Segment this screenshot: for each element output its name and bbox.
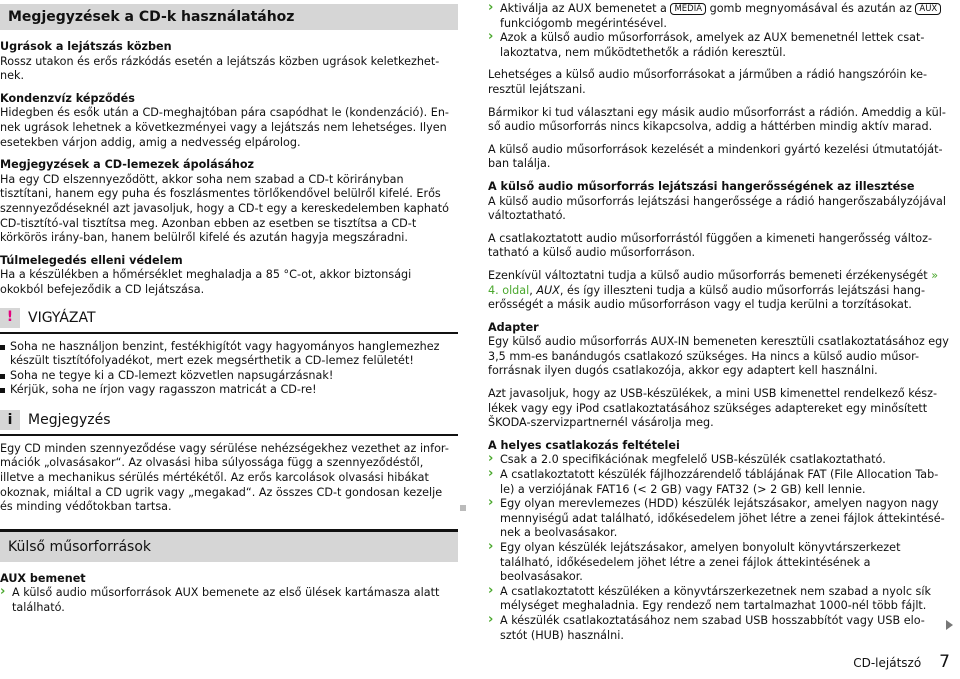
text: , — [529, 283, 537, 297]
list-item: Soha ne tegye ki a CD-lemezt közvetlen napsugárzásnak! — [0, 369, 458, 384]
step-text: funkciógomb megérintésével. — [500, 16, 667, 30]
volume-text: A külső audio műsorforrás lejátszási hangerőssége a rádió hangerőszabályzójával változtatható. — [488, 194, 947, 223]
adapter-heading: Adapter — [488, 320, 539, 334]
continue-arrow-icon — [946, 620, 953, 630]
aux-key: AUX — [915, 3, 941, 15]
adapter-section — [488, 321, 950, 379]
aux-heading: AUX bemenet — [0, 571, 86, 585]
skip-heading: Ugrások a lejátszás közben — [0, 40, 172, 53]
aux-section — [0, 572, 458, 616]
volume-heading: A külső audio műsorforrás lejátszási hangerősségének az illesztése — [488, 179, 915, 193]
overheat-section — [0, 254, 458, 298]
page-reference-link[interactable]: » 4. oldal — [488, 268, 939, 297]
paragraph — [488, 269, 950, 313]
footer-section-name: CD-lejátszó — [853, 656, 922, 671]
left-column — [0, 0, 458, 624]
usb-heading: A helyes csatlakozás feltételei — [488, 438, 680, 452]
care-section — [0, 158, 458, 246]
care-text: Ha egy CD elszennyeződött, akkor soha nem szabad a CD-t körirányban tisztítani, hanem egy puha és foszlásmentes törlőkendővel belülről kifelé. Erős szennyeződéseknél azt javasoljuk, hogy a CD-t egy a kereskedelemben kapható CD-tisztító-val tisztítsa meg. Azonban ebben az esetben se tisztítsa a CD-t körkörös irány-ban, hanem belülről kifelé és azután hagyja megszáradni. — [0, 172, 449, 245]
list-item: › A csatlakoztatott készüléken a könyvtárszerkezetnek nem szabad a nyolc sík mélységet meghaladnia. Egy rendező nem tartalmazhat 1000-nél több fájlt. — [488, 585, 950, 614]
list-item: › Azok a külső audio műsorforrások, amelyek az AUX bemenetnél lettek csat-lakoztatva, nem működtethetők a rádión keresztül. — [488, 31, 950, 60]
warning-list — [0, 340, 458, 398]
overheat-heading: Túlmelegedés elleni védelem — [0, 253, 183, 267]
list-item — [488, 2, 950, 31]
list-item: › A külső audio műsorforrások AUX bemenete az első ülések kartámasza alatt található. — [0, 586, 458, 615]
condensation-text: Hidegben és esők után a CD-meghajtóban pára csapódhat le (kondenzáció). En-nek ugrások lehetnek a következményei vagy a lejátszás nem lehetséges. Ilyen esetekben várjon addig, amig a nedvesség elpárolog. — [0, 106, 449, 149]
condensation-section — [0, 92, 458, 150]
info-icon: i — [0, 410, 20, 430]
note-callout — [0, 410, 458, 515]
aux-label: AUX — [536, 283, 560, 297]
aux-steps — [488, 2, 950, 60]
paragraph: Lehetséges a külső audio műsorforrásokat a járműben a rádió hangszóróin ke-resztül lejátszani. — [488, 68, 928, 96]
paragraph: Azt javasoljuk, hogy az USB-készülékek, a mini USB kimenettel rendelkező kész-lékek vagy egy iPod csatlakoztatásához szükséges adaptereket egy minősített ŠKODA-szervizpartnernél vásárolja meg. — [488, 387, 937, 430]
list-item: › Csak a 2.0 specifikációnak megfelelő USB-készülék csatlakoztatható. — [488, 453, 950, 468]
paragraph: A külső audio műsorforrások kezelését a mindenkori gyártó kezelési útmutatóját-ban találja. — [488, 142, 943, 171]
list-item: › Egy olyan készülék lejátszásakor, amelyen bonyolult könyvtárszerkezet található, időkésedelem jöhet létre a zenei fájlok áttekintésének a beolvasásakor. — [488, 541, 950, 585]
note-text: Egy CD minden szennyeződése vagy sérülése nehézségekhez vezethet az infor-mációk „olvasásakor“. Az olvasási hiba súlyossága függ a szennyeződéstől, illetve a mechanikus sérülés mértékétől. Az erős karcolások olvasási hibákat okoznak, miáltal a CD ugrik vagy „megakad“. Az összes CD-t gondosan kezelje és minding védőtokban tartsa. — [0, 441, 449, 514]
list-item: Soha ne használjon benzint, festékhigítót vagy hagyományos hanglemezhez készült tisztítófolyadékot, mert ezek megsérthetik a CD-lemez felületét! — [0, 340, 458, 369]
warning-divider — [0, 332, 458, 334]
list-item: › A készülék csatlakoztatásához nem szabad USB hosszabbítót vagy USB elo-sztót (HUB) használni. — [488, 614, 950, 643]
section-title-cd-notes: Megjegyzések a CD-k használatához — [0, 4, 458, 30]
step-text: gomb megnyomásával és azután az — [709, 2, 912, 15]
right-column — [488, 2, 950, 643]
text: , és így illeszteni tudja a külső audio műsorforrás lejátszási hang-erősségét a másik audio műsorforráson vagy el tudja kerülni a torzításokat. — [488, 283, 926, 312]
page-number: 7 — [939, 652, 950, 673]
note-divider — [0, 434, 458, 436]
section-title-external-sources: Külső műsorforrások — [0, 529, 458, 562]
list-item: › A csatlakoztatott készülék fájlhozzárendelő táblájának FAT (File Allocation Tab-le) a verziójának FAT16 (< 2 GB) vagy FAT32 (> 2 GB) kell lennie. — [488, 468, 950, 497]
usb-list — [488, 453, 950, 643]
usb-section — [488, 439, 950, 643]
page-footer — [853, 652, 950, 673]
media-key: MEDIA — [670, 3, 706, 15]
volume-section — [488, 180, 950, 224]
skip-section — [0, 40, 458, 84]
paragraph: A csatlakoztatott audio műsorforrástól függően a kimeneti hangerősség változ-tatható a külső audio műsorforráson. — [488, 231, 932, 260]
paragraph: Bármikor ki tud választani egy másik audio műsorforrást a rádión. Ameddig a kül-ső audio műsorforrás nincs kikapcsolva, addig a háttérben mindig aktív marad. — [488, 105, 946, 134]
warning-callout — [0, 308, 458, 398]
list-item: › Egy olyan merevlemezes (HDD) készülék lejátszásakor, amelyen nagyon nagy mennyiségű adat található, időkésedelem jöhet létre a zenei fájlok áttekintésé-nek a beolvasásakor. — [488, 497, 950, 541]
care-heading: Megjegyzések a CD-lemezek ápolásához — [0, 158, 255, 172]
text: Ezenkívül változtatni tudja a külső audio műsorforrás bemeneti érzékenységét — [488, 268, 928, 282]
list-item: Kérjük, soha ne írjon vagy ragasszon matricát a CD-re! — [0, 383, 458, 398]
end-of-section-marker — [460, 505, 466, 511]
step-text: Aktiválja az AUX bemenetet a — [500, 2, 667, 15]
adapter-text: Egy külső audio műsorforrás AUX-IN bemeneten keresztüli csatlakoztatásához egy 3,5 mm-es banándugós csatlakozó szükséges. Ha nincs a külső audio műsor-forrásnak ilyen dugós csatlakozója, akkor egy adaptert kell használni. — [488, 335, 949, 378]
warning-icon: ! — [0, 308, 20, 328]
overheat-text: Ha a készülékben a hőmérséklet meghaladja a 85 °C-ot, akkor biztonsági okokból befejeződik a CD lejátszása. — [0, 268, 412, 296]
condensation-heading: Kondenzvíz képződés — [0, 91, 135, 105]
skip-text: Rossz utakon és erős rázkódás esetén a lejátszás közben ugrások keletkezhet-nek. — [0, 54, 440, 83]
aux-list — [0, 586, 458, 615]
warning-title: VIGYÁZAT — [28, 309, 96, 326]
note-title: Megjegyzés — [28, 411, 111, 428]
